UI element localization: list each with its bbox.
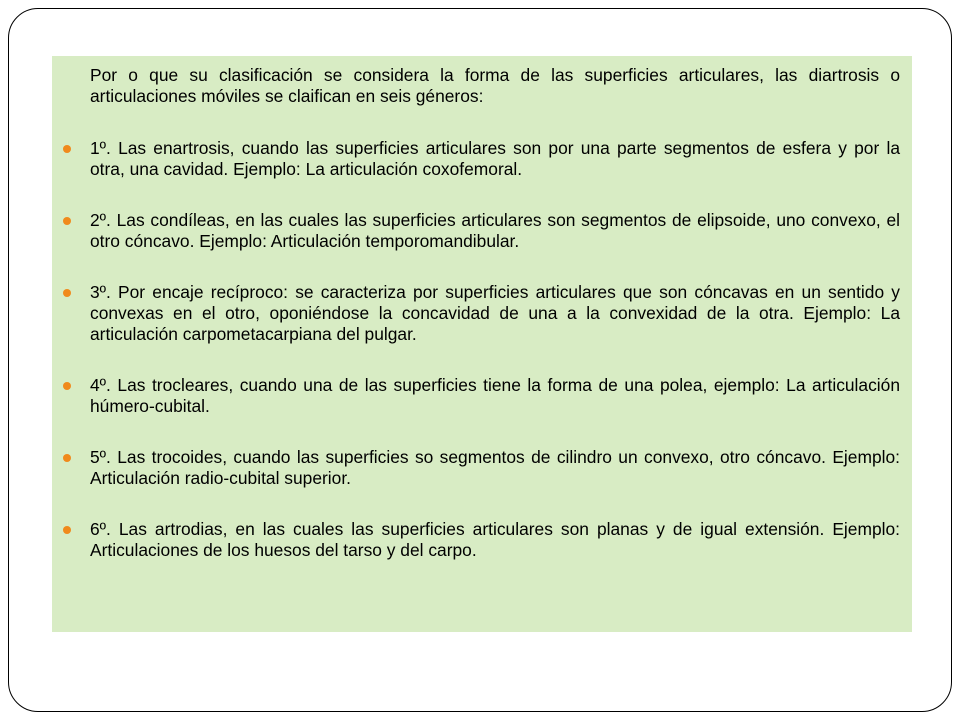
list-item-text: 1º. Las enartrosis, cuando las superficies articulares son por una parte segmentos de esfera y por la otra, una cavidad. Ejemplo: La articulación coxofemoral.	[90, 138, 900, 179]
spacer	[52, 107, 912, 138]
bullet-dot	[63, 454, 71, 462]
list-item-5	[90, 447, 900, 489]
bullet-dot	[63, 217, 71, 225]
list-item-text: 5º. Las trocoides, cuando las superficies so segmentos de cilindro un convexo, otro cóncavo. Ejemplo: Articulación radio-cubital superior.	[90, 447, 900, 488]
spacer	[52, 489, 912, 519]
bullet-dot	[63, 145, 71, 153]
spacer	[52, 252, 912, 282]
list-item-2	[90, 210, 900, 252]
intro-paragraph: Por o que su clasificación se considera la forma de las superficies articulares, las diartrosis o articulaciones móviles se claifican en seis géneros:	[90, 65, 900, 106]
list-item-1	[90, 138, 900, 180]
list-item-text: 4º. Las trocleares, cuando una de las superficies tiene la forma de una polea, ejemplo: La articulación húmero-cubital.	[90, 375, 900, 416]
bullet-list	[52, 138, 912, 561]
list-item-text: 2º. Las condíleas, en las cuales las superficies articulares son segmentos de elipsoide, uno convexo, el otro cóncavo. Ejemplo: Articulación temporomandibular.	[90, 210, 900, 251]
list-item-4	[90, 375, 900, 417]
spacer	[52, 345, 912, 375]
spacer	[52, 180, 912, 210]
list-item-3	[90, 282, 900, 345]
list-item-text: 3º. Por encaje recíproco: se caracteriza por superficies articulares que son cóncavas en un sentido y convexas en el otro, oponiéndose la concavidad de una a la convexidad de la otra. Ejemplo: La articulación carpometacarpiana del pulgar.	[90, 282, 900, 344]
list-item-6	[90, 519, 900, 561]
spacer	[52, 417, 912, 447]
bullet-dot	[63, 526, 71, 534]
bullet-dot	[63, 382, 71, 390]
content-box	[52, 56, 912, 632]
list-item-text: 6º. Las artrodias, en las cuales las superficies articulares son planas y de igual extensión. Ejemplo: Articulaciones de los huesos del tarso y del carpo.	[90, 519, 900, 560]
bullet-dot	[63, 289, 71, 297]
